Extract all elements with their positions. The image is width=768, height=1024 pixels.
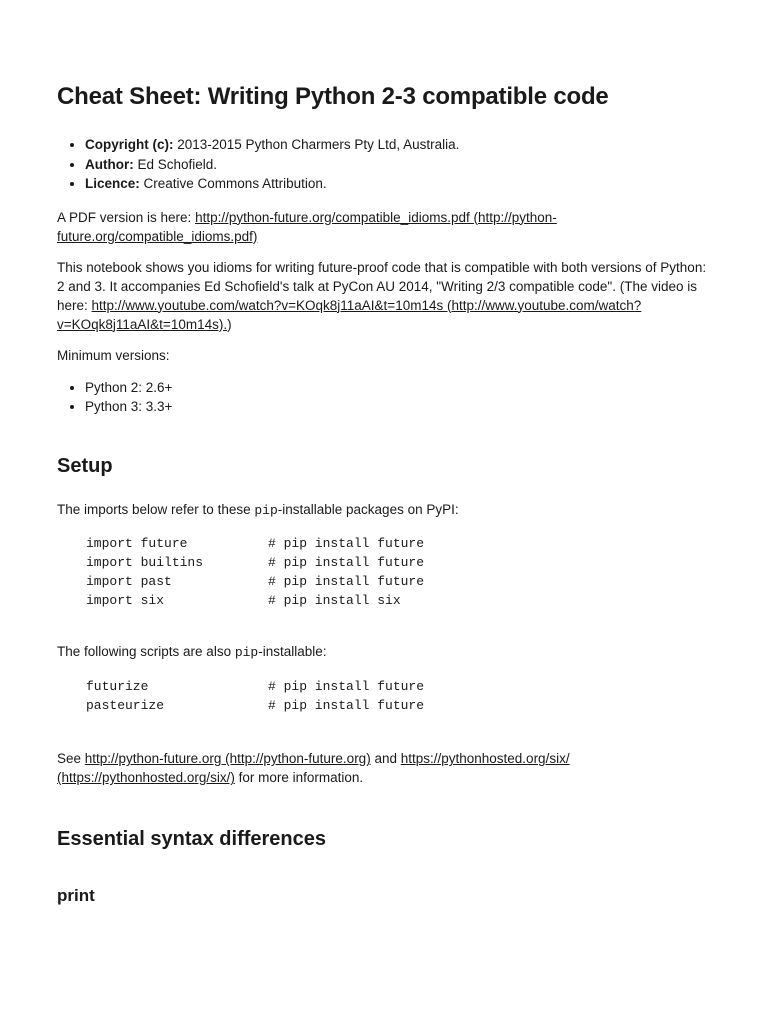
print-heading: print [57,886,95,906]
imports-intro-text: -installable packages on PyPI: [277,501,459,517]
scripts-intro-text: The following scripts are also [57,643,235,659]
scripts-code-block [57,677,717,716]
essential-syntax-heading: Essential syntax differences [57,828,327,851]
imports-code-block [57,534,717,611]
code-comment: # pip install future [268,554,425,570]
metadata-value: Creative Commons Attribution. [139,176,327,191]
code-line: import future [86,535,188,551]
code-line: pasteurize [86,697,165,713]
metadata-label: Copyright (c): [85,137,174,152]
six-link[interactable]: https://pythonhosted.org/six/ (https://pythonhosted.org/six/) [57,751,570,786]
scripts-intro [57,642,717,662]
scripts-intro-text: -installable: [258,643,327,659]
imports-intro-text: The imports below refer to these [57,501,255,517]
code-comment: # pip install future [268,574,425,590]
python-future-link[interactable]: http://python-future.org (http://python-future.org) [84,751,371,767]
pip-code: pip [234,644,259,660]
metadata-list [57,135,717,194]
min-versions-label: Minimum versions: [57,347,170,363]
see-text: for more information. [234,770,364,786]
notebook-content [57,82,717,907]
pdf-version-paragraph [57,208,717,246]
see-text: See [57,751,85,767]
code-comment: # pip install future [268,535,425,551]
imports-intro [57,500,717,520]
code-comment: # pip install future [268,697,425,713]
metadata-label: Author: [85,156,134,172]
pdf-prefix: A PDF version is here: [57,209,196,225]
intro-text: This notebook shows you idioms for writing future-proof code that is compatible with both versions of Python: 2 and 3. It accompanies Ed Schofield's talk at PyCon AU 2014, "Writing 2/3 compatible code". (The video is here: [57,259,707,313]
intro-paragraph [57,258,717,334]
code-line: import six [86,593,165,609]
metadata-value: Ed Schofield. [133,156,218,172]
metadata-value: 2013-2015 Python Charmers Pty Ltd, Australia. [173,137,460,152]
intro-suffix: ) [227,316,232,332]
metadata-item-copyright [85,135,717,155]
version-item: • Python 2: 2.6+ [85,378,717,398]
code-line: futurize [86,678,149,694]
versions-list [57,378,717,417]
pip-code: pip [254,502,278,518]
code-line: import builtins [86,554,204,570]
code-comment: # pip install future [268,678,425,694]
video-link[interactable]: http://www.youtube.com/watch?v=KOqk8j11aAI&t=10m14s (http://www.youtube.com/watch?v=KOqk8j11aAI&t=10m14s). [57,297,642,332]
metadata-item-author [85,155,717,175]
see-more-paragraph [57,749,717,787]
pdf-link[interactable]: http://python-future.org/compatible_idioms.pdf (http://python-future.org/compatible_idioms.pdf) [57,209,557,244]
metadata-item-licence [85,174,717,194]
page-title: Cheat Sheet: Writing Python 2-3 compatible code [57,83,609,110]
setup-heading: Setup [57,454,113,477]
version-item: • Python 3: 3.3+ [85,397,717,417]
code-comment: # pip install six [268,593,401,609]
metadata-label: Licence: [85,176,140,191]
code-line: import past [86,574,172,590]
see-text: and [370,751,401,767]
